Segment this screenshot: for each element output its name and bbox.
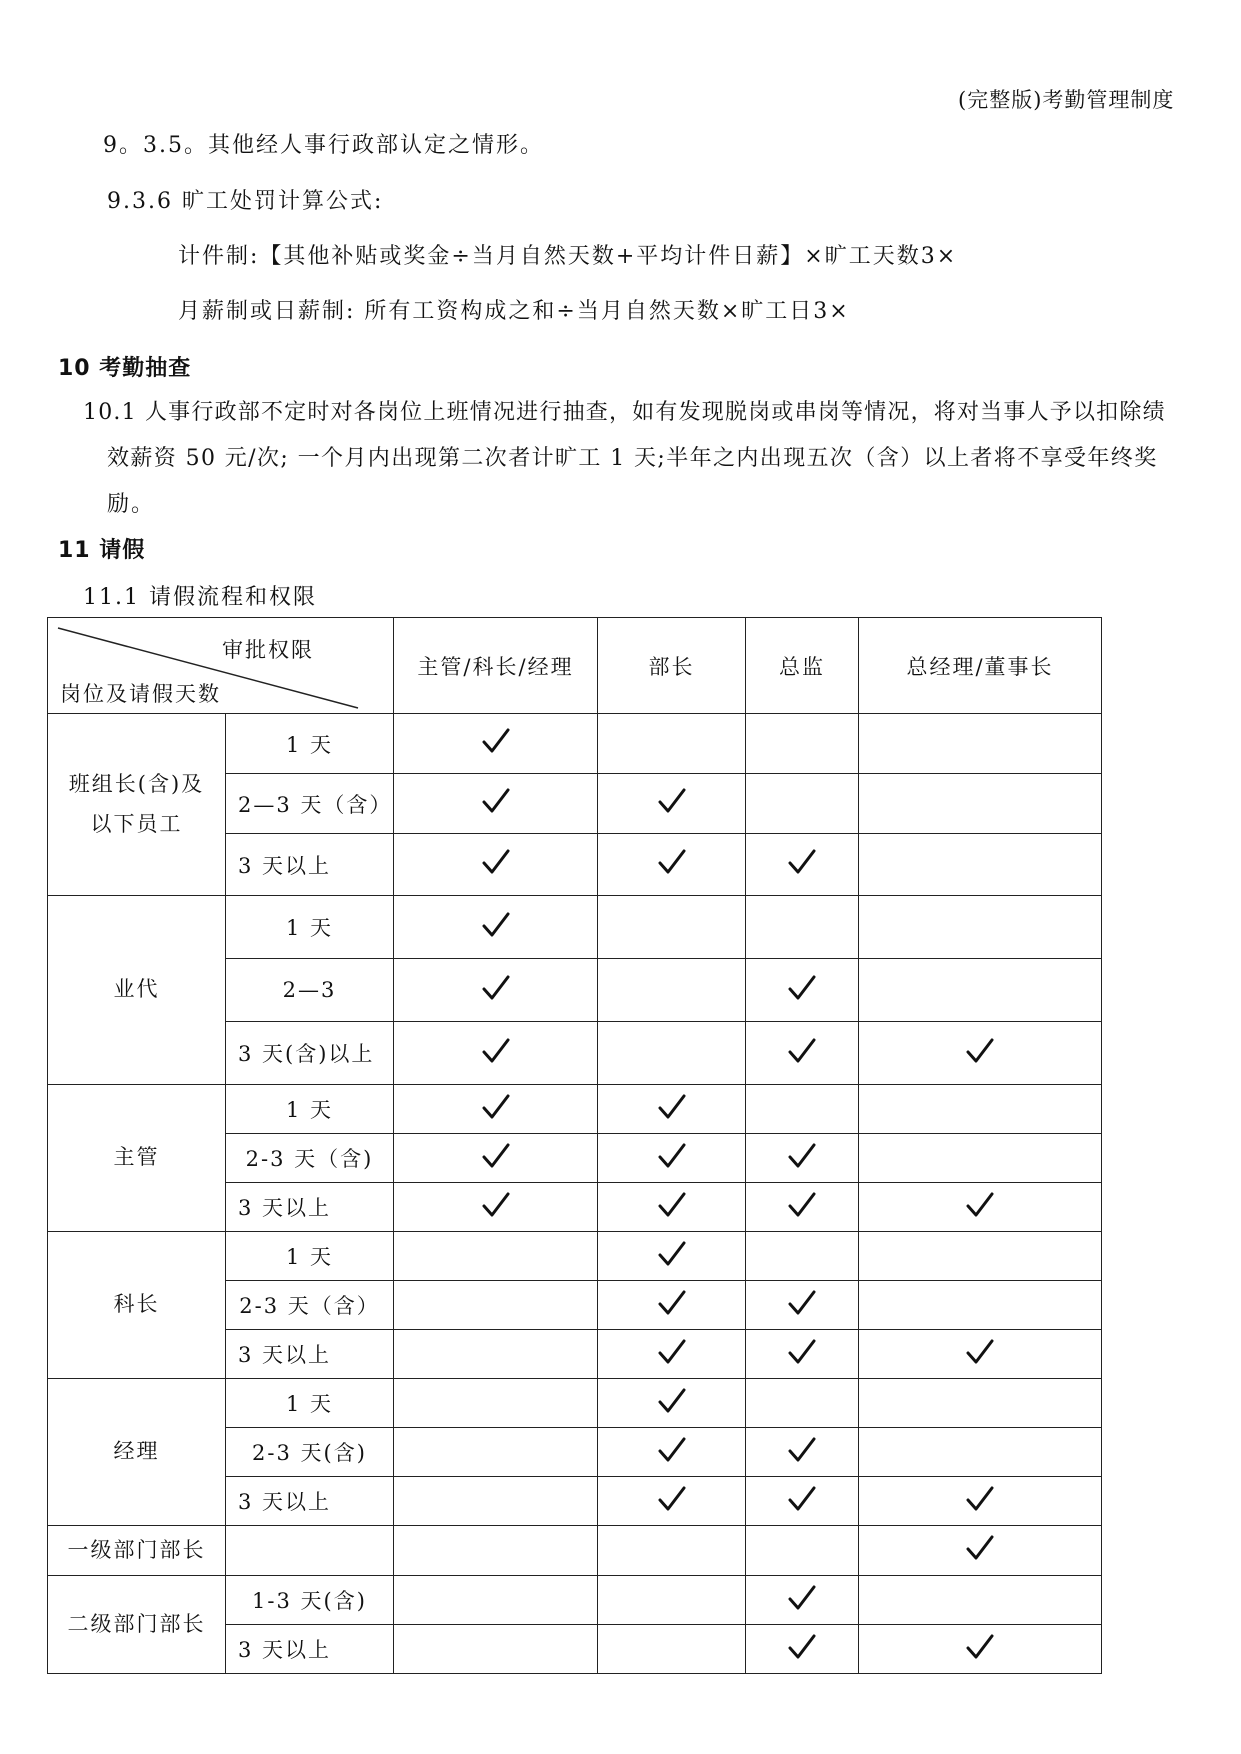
approval-cell-director (746, 1085, 859, 1134)
leave-days-cell: 2—3 (226, 959, 394, 1022)
approval-cell-manager (394, 1477, 598, 1526)
check-mark-icon (482, 912, 510, 943)
check-mark-icon (788, 1143, 816, 1174)
approval-cell-minister (598, 1526, 746, 1576)
approval-cell-minister (598, 1477, 746, 1526)
position-group-cell: 经理 (48, 1379, 226, 1526)
check-mark-icon (482, 975, 510, 1006)
check-mark-icon (966, 1535, 994, 1566)
check-mark-icon (658, 1486, 686, 1517)
position-group-cell: 业代 (48, 896, 226, 1085)
position-group-cell: 班组长(含)及 以下员工 (48, 714, 226, 896)
approval-cell-ceo (859, 1526, 1102, 1576)
leave-days-cell: 1 天 (226, 896, 394, 959)
check-mark-icon (658, 1339, 686, 1370)
approval-cell-minister (598, 1134, 746, 1183)
leave-days-cell (226, 1526, 394, 1576)
approval-cell-manager (394, 1379, 598, 1428)
approval-cell-minister (598, 1281, 746, 1330)
corner-header-cell (48, 618, 394, 714)
leave-days-cell: 2-3 天(含) (226, 1428, 394, 1477)
approval-cell-minister (598, 1576, 746, 1625)
check-mark-icon (966, 1339, 994, 1370)
position-group-cell: 一级部门部长 (48, 1526, 226, 1576)
approval-cell-manager (394, 959, 598, 1022)
approval-cell-manager (394, 1428, 598, 1477)
leave-days-cell: 1 天 (226, 1232, 394, 1281)
approval-cell-manager (394, 1330, 598, 1379)
approval-cell-minister (598, 1379, 746, 1428)
check-mark-icon (658, 849, 686, 880)
check-mark-icon (788, 1486, 816, 1517)
corner-header-position: 岗位及请假天数 (60, 682, 221, 706)
approval-cell-minister (598, 1428, 746, 1477)
approval-cell-director (746, 1330, 859, 1379)
approval-cell-ceo (859, 1379, 1102, 1428)
check-mark-icon (788, 849, 816, 880)
approval-cell-minister (598, 896, 746, 959)
section-10-line-2: 效薪资 50 元/次; 一个月内出现第二次者计旷工 1 天;半年之内出现五次（含）以上者将不享受年终奖 (107, 446, 1158, 471)
section-10-line-3: 励。 (107, 492, 156, 517)
check-mark-icon (788, 1339, 816, 1370)
approval-cell-ceo (859, 1330, 1102, 1379)
approval-cell-ceo (859, 834, 1102, 896)
approval-cell-director (746, 1477, 859, 1526)
check-mark-icon (658, 1437, 686, 1468)
table-row (48, 1085, 1102, 1134)
check-mark-icon (966, 1486, 994, 1517)
approval-cell-manager (394, 1526, 598, 1576)
approval-cell-director (746, 1183, 859, 1232)
table-row (48, 1576, 1102, 1625)
approval-cell-ceo (859, 896, 1102, 959)
approval-cell-manager (394, 714, 598, 774)
section-10-heading: 10 考勤抽查 (58, 356, 192, 381)
approval-cell-director (746, 1576, 859, 1625)
approval-cell-manager (394, 1576, 598, 1625)
approval-cell-manager (394, 896, 598, 959)
approval-cell-manager (394, 774, 598, 834)
approval-cell-manager (394, 1281, 598, 1330)
check-mark-icon (788, 1290, 816, 1321)
check-mark-icon (482, 728, 510, 759)
check-mark-icon (658, 788, 686, 819)
formula-piecework: 计件制:【其他补贴或奖金÷当月自然天数+平均计件日薪】×旷工天数3× (178, 244, 958, 269)
section-11-heading: 11 请假 (58, 538, 146, 563)
paragraph-9-3-6: 9.3.6 旷工处罚计算公式: (107, 189, 384, 214)
check-mark-icon (482, 1192, 510, 1223)
approval-cell-ceo (859, 1281, 1102, 1330)
formula-monthly: 月薪制或日薪制: 所有工资构成之和÷当月自然天数×旷工日3× (178, 299, 850, 324)
approval-cell-director (746, 1022, 859, 1085)
leave-days-cell: 1 天 (226, 714, 394, 774)
check-mark-icon (966, 1634, 994, 1665)
approval-cell-ceo (859, 1477, 1102, 1526)
approval-cell-ceo (859, 1022, 1102, 1085)
approval-cell-minister (598, 1232, 746, 1281)
check-mark-icon (788, 1038, 816, 1069)
approval-cell-manager (394, 1085, 598, 1134)
table-row (48, 1526, 1102, 1576)
check-mark-icon (966, 1038, 994, 1069)
column-header-minister: 部长 (598, 618, 746, 714)
approval-cell-ceo (859, 774, 1102, 834)
leave-approval-table (47, 617, 1102, 1674)
approval-cell-manager (394, 834, 598, 896)
table-row (48, 896, 1102, 959)
approval-cell-director (746, 896, 859, 959)
check-mark-icon (788, 1437, 816, 1468)
approval-cell-minister (598, 834, 746, 896)
check-mark-icon (658, 1388, 686, 1419)
column-header-ceo: 总经理/董事长 (859, 618, 1102, 714)
approval-cell-director (746, 1134, 859, 1183)
approval-cell-director (746, 1625, 859, 1674)
approval-cell-ceo (859, 1625, 1102, 1674)
check-mark-icon (658, 1192, 686, 1223)
leave-days-cell: 3 天以上 (226, 1625, 394, 1674)
approval-cell-director (746, 959, 859, 1022)
check-mark-icon (482, 788, 510, 819)
leave-days-cell: 3 天以上 (226, 1330, 394, 1379)
leave-days-cell: 3 天以上 (226, 834, 394, 896)
leave-days-cell: 2—3 天（含） (226, 774, 394, 834)
position-group-cell: 主管 (48, 1085, 226, 1232)
paragraph-9-3-5: 9。3.5。其他经人事行政部认定之情形。 (103, 133, 544, 158)
table-row (48, 714, 1102, 774)
table-row (48, 1379, 1102, 1428)
check-mark-icon (482, 1143, 510, 1174)
page-header-title: (完整版)考勤管理制度 (958, 88, 1175, 112)
approval-cell-minister (598, 774, 746, 834)
approval-cell-ceo (859, 1428, 1102, 1477)
approval-cell-ceo (859, 1183, 1102, 1232)
approval-cell-director (746, 714, 859, 774)
corner-header-approval: 审批权限 (222, 638, 314, 662)
check-mark-icon (482, 849, 510, 880)
column-header-director: 总监 (746, 618, 859, 714)
table-header-row (48, 618, 1102, 714)
check-mark-icon (482, 1038, 510, 1069)
approval-cell-ceo (859, 1134, 1102, 1183)
approval-cell-ceo (859, 1232, 1102, 1281)
approval-cell-manager (394, 1183, 598, 1232)
column-header-manager: 主管/科长/经理 (394, 618, 598, 714)
approval-cell-minister (598, 1183, 746, 1232)
section-11-subheading: 11.1 请假流程和权限 (83, 585, 317, 610)
check-mark-icon (788, 975, 816, 1006)
leave-days-cell: 1 天 (226, 1379, 394, 1428)
leave-days-cell: 1 天 (226, 1085, 394, 1134)
position-group-cell: 二级部门部长 (48, 1576, 226, 1674)
leave-days-cell: 2-3 天（含) (226, 1134, 394, 1183)
approval-cell-director (746, 1526, 859, 1576)
approval-cell-director (746, 1379, 859, 1428)
table-row (48, 1232, 1102, 1281)
approval-cell-minister (598, 714, 746, 774)
approval-cell-manager (394, 1232, 598, 1281)
leave-days-cell: 3 天以上 (226, 1477, 394, 1526)
approval-cell-ceo (859, 959, 1102, 1022)
check-mark-icon (966, 1192, 994, 1223)
approval-cell-minister (598, 959, 746, 1022)
approval-cell-ceo (859, 714, 1102, 774)
approval-cell-ceo (859, 1576, 1102, 1625)
approval-cell-minister (598, 1625, 746, 1674)
approval-cell-minister (598, 1085, 746, 1134)
check-mark-icon (788, 1585, 816, 1616)
approval-cell-director (746, 834, 859, 896)
position-group-cell: 科长 (48, 1232, 226, 1379)
approval-cell-minister (598, 1022, 746, 1085)
approval-cell-director (746, 1428, 859, 1477)
approval-cell-manager (394, 1134, 598, 1183)
section-10-line-1: 10.1 人事行政部不定时对各岗位上班情况进行抽查，如有发现脱岗或串岗等情况，将对当事人予以扣除绩 (83, 400, 1166, 425)
approval-cell-manager (394, 1022, 598, 1085)
leave-days-cell: 1-3 天(含) (226, 1576, 394, 1625)
approval-cell-director (746, 1281, 859, 1330)
check-mark-icon (482, 1094, 510, 1125)
check-mark-icon (658, 1241, 686, 1272)
leave-days-cell: 2-3 天（含） (226, 1281, 394, 1330)
check-mark-icon (658, 1290, 686, 1321)
leave-days-cell: 3 天以上 (226, 1183, 394, 1232)
leave-days-cell: 3 天(含)以上 (226, 1022, 394, 1085)
approval-cell-manager (394, 1625, 598, 1674)
check-mark-icon (658, 1143, 686, 1174)
approval-cell-ceo (859, 1085, 1102, 1134)
check-mark-icon (658, 1094, 686, 1125)
approval-cell-director (746, 1232, 859, 1281)
check-mark-icon (788, 1634, 816, 1665)
approval-cell-director (746, 774, 859, 834)
check-mark-icon (788, 1192, 816, 1223)
approval-cell-minister (598, 1330, 746, 1379)
